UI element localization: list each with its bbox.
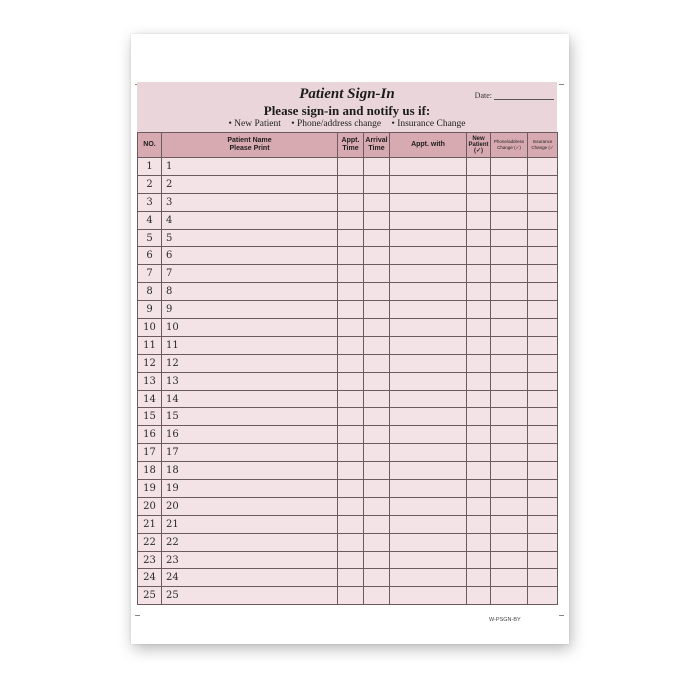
arrival-time-cell[interactable] bbox=[364, 551, 390, 569]
appt-time-cell[interactable] bbox=[338, 301, 364, 319]
table-row bbox=[138, 515, 558, 533]
table-row bbox=[138, 444, 558, 462]
phone-address-check-cell[interactable] bbox=[491, 515, 528, 533]
insurance-check-cell[interactable] bbox=[528, 336, 558, 354]
arrival-time-cell[interactable] bbox=[364, 193, 390, 211]
appt-with-cell[interactable] bbox=[390, 515, 467, 533]
appt-time-cell[interactable] bbox=[338, 247, 364, 265]
phone-address-check-cell[interactable] bbox=[491, 497, 528, 515]
new-patient-check-cell[interactable] bbox=[467, 354, 491, 372]
phone-address-check-cell[interactable] bbox=[491, 301, 528, 319]
patient-name-cell[interactable]: 23 bbox=[162, 551, 338, 569]
appt-with-cell[interactable] bbox=[390, 408, 467, 426]
row-number: 7 bbox=[138, 265, 162, 283]
row-number: 8 bbox=[138, 283, 162, 301]
appt-time-cell[interactable] bbox=[338, 533, 364, 551]
appt-time-cell[interactable] bbox=[338, 336, 364, 354]
phone-address-check-cell[interactable] bbox=[491, 569, 528, 587]
crop-mark bbox=[559, 84, 564, 85]
new-patient-check-cell[interactable] bbox=[467, 515, 491, 533]
appt-with-cell[interactable] bbox=[390, 319, 467, 337]
phone-address-check-cell[interactable] bbox=[491, 283, 528, 301]
new-patient-check-cell[interactable] bbox=[467, 336, 491, 354]
arrival-time-cell[interactable] bbox=[364, 497, 390, 515]
patient-name-cell[interactable]: 4 bbox=[162, 211, 338, 229]
new-patient-check-cell[interactable] bbox=[467, 408, 491, 426]
date-field[interactable] bbox=[475, 91, 554, 100]
appt-time-cell[interactable] bbox=[338, 211, 364, 229]
row-number: 1 bbox=[138, 158, 162, 176]
new-patient-check-cell[interactable] bbox=[467, 480, 491, 498]
table-row bbox=[138, 408, 558, 426]
appt-time-cell[interactable] bbox=[338, 319, 364, 337]
appt-time-cell[interactable] bbox=[338, 480, 364, 498]
patient-name-cell[interactable]: 25 bbox=[162, 587, 338, 605]
arrival-time-cell[interactable] bbox=[364, 390, 390, 408]
phone-address-check-cell[interactable] bbox=[491, 319, 528, 337]
new-patient-check-cell[interactable] bbox=[467, 247, 491, 265]
condition-item: • Insurance Change bbox=[391, 119, 466, 129]
form-title: Patient Sign-In bbox=[299, 86, 395, 102]
row-number: 20 bbox=[138, 497, 162, 515]
new-patient-check-cell[interactable] bbox=[467, 444, 491, 462]
patient-name-cell[interactable]: 19 bbox=[162, 480, 338, 498]
phone-address-check-cell[interactable] bbox=[491, 158, 528, 176]
phone-address-check-cell[interactable] bbox=[491, 551, 528, 569]
appt-time-cell[interactable] bbox=[338, 408, 364, 426]
new-patient-check-cell[interactable] bbox=[467, 569, 491, 587]
insurance-check-cell[interactable] bbox=[528, 426, 558, 444]
phone-address-check-cell[interactable] bbox=[491, 533, 528, 551]
col-header-phone-address: Phone/address Change (✓) bbox=[491, 133, 528, 158]
form-subtitle: Please sign-in and notify us if: bbox=[263, 103, 431, 118]
phone-address-check-cell[interactable] bbox=[491, 480, 528, 498]
row-number: 11 bbox=[138, 336, 162, 354]
appt-with-cell[interactable] bbox=[390, 229, 467, 247]
appt-time-cell[interactable] bbox=[338, 390, 364, 408]
arrival-time-cell[interactable] bbox=[364, 229, 390, 247]
date-line[interactable] bbox=[494, 99, 554, 100]
row-number: 12 bbox=[138, 354, 162, 372]
arrival-time-cell[interactable] bbox=[364, 247, 390, 265]
arrival-time-cell[interactable] bbox=[364, 336, 390, 354]
arrival-time-cell[interactable] bbox=[364, 211, 390, 229]
phone-address-check-cell[interactable] bbox=[491, 229, 528, 247]
insurance-check-cell[interactable] bbox=[528, 444, 558, 462]
appt-with-cell[interactable] bbox=[390, 533, 467, 551]
new-patient-check-cell[interactable] bbox=[467, 390, 491, 408]
new-patient-check-cell[interactable] bbox=[467, 193, 491, 211]
appt-with-cell[interactable] bbox=[390, 175, 467, 193]
col-header-insurance: Insurance Change (✓ bbox=[528, 133, 558, 158]
new-patient-check-cell[interactable] bbox=[467, 301, 491, 319]
phone-address-check-cell[interactable] bbox=[491, 354, 528, 372]
row-number: 2 bbox=[138, 175, 162, 193]
table-row bbox=[138, 390, 558, 408]
col-header-appt-with: Appt. with bbox=[390, 133, 467, 158]
table-row bbox=[138, 301, 558, 319]
appt-time-cell[interactable] bbox=[338, 426, 364, 444]
new-patient-check-cell[interactable] bbox=[467, 265, 491, 283]
new-patient-check-cell[interactable] bbox=[467, 175, 491, 193]
arrival-time-cell[interactable] bbox=[364, 265, 390, 283]
row-number: 3 bbox=[138, 193, 162, 211]
patient-name-cell[interactable]: 24 bbox=[162, 569, 338, 587]
date-label: Date: bbox=[474, 91, 492, 100]
row-number: 14 bbox=[138, 390, 162, 408]
patient-name-cell[interactable]: 1 bbox=[162, 158, 338, 176]
patient-name-cell[interactable]: 20 bbox=[162, 497, 338, 515]
appt-with-cell[interactable] bbox=[390, 193, 467, 211]
table-row bbox=[138, 569, 558, 587]
new-patient-check-cell[interactable] bbox=[467, 229, 491, 247]
form-header bbox=[137, 82, 557, 132]
insurance-check-cell[interactable] bbox=[528, 497, 558, 515]
arrival-time-cell[interactable] bbox=[364, 569, 390, 587]
new-patient-check-cell[interactable] bbox=[467, 551, 491, 569]
row-number: 9 bbox=[138, 301, 162, 319]
insurance-check-cell[interactable] bbox=[528, 319, 558, 337]
patient-name-cell[interactable]: 14 bbox=[162, 390, 338, 408]
appt-with-cell[interactable] bbox=[390, 372, 467, 390]
table-row bbox=[138, 336, 558, 354]
appt-with-cell[interactable] bbox=[390, 480, 467, 498]
insurance-check-cell[interactable] bbox=[528, 283, 558, 301]
col-header-new-patient: New Patient (✓) bbox=[467, 133, 491, 158]
patient-name-cell[interactable]: 16 bbox=[162, 426, 338, 444]
table-row bbox=[138, 283, 558, 301]
phone-address-check-cell[interactable] bbox=[491, 265, 528, 283]
appt-with-cell[interactable] bbox=[390, 265, 467, 283]
row-number: 25 bbox=[138, 587, 162, 605]
appt-time-cell[interactable] bbox=[338, 229, 364, 247]
new-patient-check-cell[interactable] bbox=[467, 211, 491, 229]
row-number: 17 bbox=[138, 444, 162, 462]
phone-address-check-cell[interactable] bbox=[491, 336, 528, 354]
arrival-time-cell[interactable] bbox=[364, 408, 390, 426]
table-row bbox=[138, 158, 558, 176]
table-row bbox=[138, 587, 558, 605]
row-number: 4 bbox=[138, 211, 162, 229]
table-row bbox=[138, 319, 558, 337]
appt-with-cell[interactable] bbox=[390, 444, 467, 462]
row-number: 19 bbox=[138, 480, 162, 498]
insurance-check-cell[interactable] bbox=[528, 551, 558, 569]
appt-time-cell[interactable] bbox=[338, 158, 364, 176]
table-row bbox=[138, 372, 558, 390]
row-number: 5 bbox=[138, 229, 162, 247]
patient-name-cell[interactable]: 15 bbox=[162, 408, 338, 426]
insurance-check-cell[interactable] bbox=[528, 480, 558, 498]
appt-time-cell[interactable] bbox=[338, 587, 364, 605]
appt-time-cell[interactable] bbox=[338, 175, 364, 193]
new-patient-check-cell[interactable] bbox=[467, 587, 491, 605]
sign-in-table bbox=[137, 132, 558, 605]
patient-name-cell[interactable]: 13 bbox=[162, 372, 338, 390]
insurance-check-cell[interactable] bbox=[528, 229, 558, 247]
appt-time-cell[interactable] bbox=[338, 462, 364, 480]
row-number: 24 bbox=[138, 569, 162, 587]
patient-name-cell[interactable]: 6 bbox=[162, 247, 338, 265]
insurance-check-cell[interactable] bbox=[528, 175, 558, 193]
appt-with-cell[interactable] bbox=[390, 247, 467, 265]
arrival-time-cell[interactable] bbox=[364, 283, 390, 301]
phone-address-check-cell[interactable] bbox=[491, 211, 528, 229]
insurance-check-cell[interactable] bbox=[528, 587, 558, 605]
phone-address-check-cell[interactable] bbox=[491, 444, 528, 462]
table-body bbox=[138, 158, 558, 605]
appt-time-cell[interactable] bbox=[338, 193, 364, 211]
col-header-no: NO. bbox=[138, 133, 162, 158]
row-number: 15 bbox=[138, 408, 162, 426]
row-number: 18 bbox=[138, 462, 162, 480]
arrival-time-cell[interactable] bbox=[364, 515, 390, 533]
patient-name-cell[interactable]: 22 bbox=[162, 533, 338, 551]
new-patient-check-cell[interactable] bbox=[467, 319, 491, 337]
new-patient-check-cell[interactable] bbox=[467, 533, 491, 551]
row-number: 13 bbox=[138, 372, 162, 390]
table-row bbox=[138, 354, 558, 372]
phone-address-check-cell[interactable] bbox=[491, 390, 528, 408]
insurance-check-cell[interactable] bbox=[528, 301, 558, 319]
row-number: 21 bbox=[138, 515, 162, 533]
appt-with-cell[interactable] bbox=[390, 390, 467, 408]
appt-with-cell[interactable] bbox=[390, 551, 467, 569]
new-patient-check-cell[interactable] bbox=[467, 158, 491, 176]
row-number: 6 bbox=[138, 247, 162, 265]
insurance-check-cell[interactable] bbox=[528, 193, 558, 211]
arrival-time-cell[interactable] bbox=[364, 444, 390, 462]
phone-address-check-cell[interactable] bbox=[491, 193, 528, 211]
patient-name-cell[interactable]: 21 bbox=[162, 515, 338, 533]
phone-address-check-cell[interactable] bbox=[491, 408, 528, 426]
appt-time-cell[interactable] bbox=[338, 265, 364, 283]
row-number: 16 bbox=[138, 426, 162, 444]
new-patient-check-cell[interactable] bbox=[467, 372, 491, 390]
arrival-time-cell[interactable] bbox=[364, 301, 390, 319]
insurance-check-cell[interactable] bbox=[528, 354, 558, 372]
appt-with-cell[interactable] bbox=[390, 462, 467, 480]
insurance-check-cell[interactable] bbox=[528, 247, 558, 265]
arrival-time-cell[interactable] bbox=[364, 175, 390, 193]
insurance-check-cell[interactable] bbox=[528, 372, 558, 390]
patient-name-cell[interactable]: 5 bbox=[162, 229, 338, 247]
col-header-appt-time: Appt. Time bbox=[338, 133, 364, 158]
appt-with-cell[interactable] bbox=[390, 336, 467, 354]
patient-name-cell[interactable]: 10 bbox=[162, 319, 338, 337]
sign-in-sheet bbox=[131, 34, 569, 644]
insurance-check-cell[interactable] bbox=[528, 390, 558, 408]
insurance-check-cell[interactable] bbox=[528, 533, 558, 551]
appt-time-cell[interactable] bbox=[338, 444, 364, 462]
condition-item: • New Patient bbox=[228, 119, 281, 129]
insurance-check-cell[interactable] bbox=[528, 265, 558, 283]
arrival-time-cell[interactable] bbox=[364, 354, 390, 372]
phone-address-check-cell[interactable] bbox=[491, 426, 528, 444]
table-row bbox=[138, 211, 558, 229]
table-row bbox=[138, 551, 558, 569]
appt-with-cell[interactable] bbox=[390, 587, 467, 605]
conditions-list bbox=[138, 119, 556, 129]
appt-with-cell[interactable] bbox=[390, 283, 467, 301]
appt-time-cell[interactable] bbox=[338, 283, 364, 301]
arrival-time-cell[interactable] bbox=[364, 533, 390, 551]
phone-address-check-cell[interactable] bbox=[491, 247, 528, 265]
arrival-time-cell[interactable] bbox=[364, 372, 390, 390]
arrival-time-cell[interactable] bbox=[364, 319, 390, 337]
new-patient-check-cell[interactable] bbox=[467, 497, 491, 515]
insurance-check-cell[interactable] bbox=[528, 158, 558, 176]
appt-with-cell[interactable] bbox=[390, 569, 467, 587]
table-row bbox=[138, 229, 558, 247]
insurance-check-cell[interactable] bbox=[528, 462, 558, 480]
new-patient-check-cell[interactable] bbox=[467, 426, 491, 444]
appt-time-cell[interactable] bbox=[338, 372, 364, 390]
appt-with-cell[interactable] bbox=[390, 426, 467, 444]
patient-name-cell[interactable]: 8 bbox=[162, 283, 338, 301]
insurance-check-cell[interactable] bbox=[528, 569, 558, 587]
col-header-arrival-time: Arrival Time bbox=[364, 133, 390, 158]
table-row bbox=[138, 265, 558, 283]
insurance-check-cell[interactable] bbox=[528, 515, 558, 533]
appt-time-cell[interactable] bbox=[338, 551, 364, 569]
appt-with-cell[interactable] bbox=[390, 301, 467, 319]
table-row bbox=[138, 175, 558, 193]
col-header-patient-name: Patient Name Please Print bbox=[162, 133, 338, 158]
header-row bbox=[138, 133, 558, 158]
patient-name-cell[interactable]: 3 bbox=[162, 193, 338, 211]
patient-name-cell[interactable]: 12 bbox=[162, 354, 338, 372]
phone-address-check-cell[interactable] bbox=[491, 587, 528, 605]
arrival-time-cell[interactable] bbox=[364, 587, 390, 605]
arrival-time-cell[interactable] bbox=[364, 158, 390, 176]
form-code: W-PSGN-BY bbox=[489, 617, 521, 623]
appt-with-cell[interactable] bbox=[390, 497, 467, 515]
condition-item: • Phone/address change bbox=[291, 119, 382, 129]
appt-with-cell[interactable] bbox=[390, 354, 467, 372]
insurance-check-cell[interactable] bbox=[528, 408, 558, 426]
appt-with-cell[interactable] bbox=[390, 211, 467, 229]
new-patient-check-cell[interactable] bbox=[467, 462, 491, 480]
patient-name-cell[interactable]: 11 bbox=[162, 336, 338, 354]
row-number: 23 bbox=[138, 551, 162, 569]
phone-address-check-cell[interactable] bbox=[491, 175, 528, 193]
row-number: 22 bbox=[138, 533, 162, 551]
table-row bbox=[138, 193, 558, 211]
table-row bbox=[138, 426, 558, 444]
table-row bbox=[138, 497, 558, 515]
arrival-time-cell[interactable] bbox=[364, 426, 390, 444]
patient-name-cell[interactable]: 18 bbox=[162, 462, 338, 480]
table-row bbox=[138, 247, 558, 265]
patient-name-cell[interactable]: 7 bbox=[162, 265, 338, 283]
form-area bbox=[137, 82, 557, 642]
appt-time-cell[interactable] bbox=[338, 497, 364, 515]
new-patient-check-cell[interactable] bbox=[467, 283, 491, 301]
arrival-time-cell[interactable] bbox=[364, 462, 390, 480]
phone-address-check-cell[interactable] bbox=[491, 462, 528, 480]
appt-time-cell[interactable] bbox=[338, 354, 364, 372]
appt-time-cell[interactable] bbox=[338, 515, 364, 533]
phone-address-check-cell[interactable] bbox=[491, 372, 528, 390]
arrival-time-cell[interactable] bbox=[364, 480, 390, 498]
patient-name-cell[interactable]: 17 bbox=[162, 444, 338, 462]
table-row bbox=[138, 462, 558, 480]
table-row bbox=[138, 533, 558, 551]
patient-name-cell[interactable]: 2 bbox=[162, 175, 338, 193]
table-row bbox=[138, 480, 558, 498]
appt-with-cell[interactable] bbox=[390, 158, 467, 176]
insurance-check-cell[interactable] bbox=[528, 211, 558, 229]
appt-time-cell[interactable] bbox=[338, 569, 364, 587]
crop-mark bbox=[559, 615, 564, 616]
row-number: 10 bbox=[138, 319, 162, 337]
patient-name-cell[interactable]: 9 bbox=[162, 301, 338, 319]
